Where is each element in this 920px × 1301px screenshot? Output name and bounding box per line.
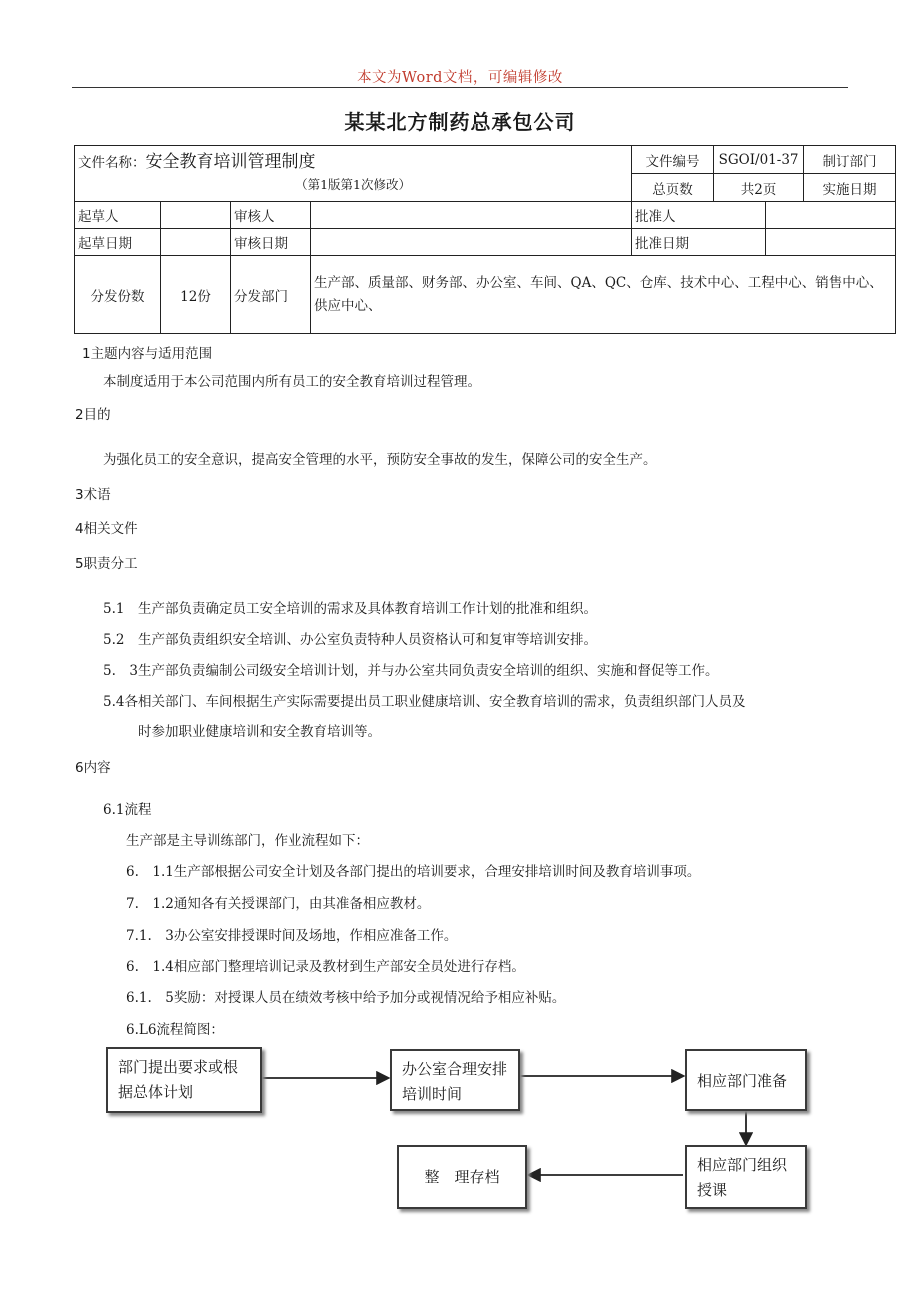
copies-label: 分发份数	[75, 256, 161, 334]
section-5-4-line1: 5.4各相关部门、车间根据生产实际需要提出员工职业健康培训、安全教育培训的需求，负责组织部门人员及	[103, 694, 746, 710]
section-3-title: 3术语	[75, 487, 111, 503]
dist-label: 分发部门	[231, 256, 311, 334]
section-6-1-6: 6.L6流程简图：	[126, 1022, 224, 1038]
section-5-1: 5.1 生产部负责确定员工安全培训的需求及具体教育培训工作计划的批准和组织。	[103, 601, 597, 617]
approver-label: 批准人	[632, 202, 766, 229]
dept-label: 制订部门	[804, 146, 896, 174]
section-6-1: 6.1流程	[103, 802, 152, 818]
section-5-4-line2: 时参加职业健康培训和安全教育培训等。	[138, 724, 381, 740]
doc-name-label: 文件名称：	[78, 155, 146, 171]
section-6-1-1: 6. 1.1生产部根据公司安全计划及各部门提出的培训要求，合理安排培训时间及教育培训事项。	[126, 864, 701, 880]
doc-no-label: 文件编号	[632, 146, 714, 174]
pages-value: 共2页	[714, 174, 804, 202]
section-4-title: 4相关文件	[75, 521, 138, 537]
copies-value: 12份	[161, 256, 231, 334]
section-2-text: 为强化员工的安全意识，提高安全管理的水平，预防安全事故的发生，保障公司的安全生产。	[103, 452, 657, 468]
drafter-label: 起草人	[75, 202, 161, 229]
draft-date-label: 起草日期	[75, 229, 161, 256]
section-1-title: 1主题内容与适用范围	[82, 346, 213, 362]
doc-name-value: 安全教育培训管理制度	[145, 152, 316, 172]
section-6-intro: 生产部是主导训练部门，作业流程如下：	[126, 833, 369, 849]
approve-date-label: 批准日期	[632, 229, 766, 256]
company-title: 某某北方制药总承包公司	[344, 110, 576, 134]
doc-no-value: SGOI/01-37	[714, 146, 804, 174]
version-note: （第1版第1次修改）	[295, 177, 411, 192]
reviewer-label: 审核人	[231, 202, 311, 229]
section-6-1-3: 7.1. 3办公室安排授课时间及场地，作相应准备工作。	[126, 928, 458, 944]
section-6-title: 6内容	[75, 760, 111, 776]
flow-step-schedule: 办公室合理安排培训时间	[390, 1049, 520, 1111]
flow-step-request: 部门提出要求或根据总体计划	[106, 1047, 262, 1113]
dist-value: 生产部、质量部、财务部、办公室、车间、QA、QC、仓库、技术中心、工程中心、销售中心、供应中心、	[311, 256, 896, 334]
flow-step-teach: 相应部门组织授课	[685, 1145, 807, 1209]
flow-step-prepare: 相应部门准备	[685, 1049, 807, 1111]
section-1-text: 本制度适用于本公司范围内所有员工的安全教育培训过程管理。	[103, 374, 481, 390]
section-5-2: 5.2 生产部负责组织安全培训、办公室负责特种人员资格认可和复审等培训安排。	[103, 632, 597, 648]
section-2-title: 2目的	[75, 407, 111, 423]
review-date-label: 审核日期	[231, 229, 311, 256]
watermark-text: 本文为Word文档，可编辑修改	[357, 70, 563, 86]
effective-label: 实施日期	[804, 174, 896, 202]
pages-label: 总页数	[632, 174, 714, 202]
section-5-3: 5. 3生产部负责编制公司级安全培训计划，并与办公室共同负责安全培训的组织、实施和督促等工作。	[103, 663, 719, 679]
section-6-1-4: 6. 1.4相应部门整理培训记录及教材到生产部安全员处进行存档。	[126, 959, 525, 975]
section-6-1-2: 7. 1.2通知各有关授课部门，由其准备相应教材。	[126, 896, 431, 912]
section-6-1-5: 6.1. 5奖励：对授课人员在绩效考核中给予加分或视情况给予相应补贴。	[126, 990, 566, 1006]
flow-step-archive: 整 理存档	[397, 1145, 527, 1209]
section-5-title: 5职责分工	[75, 556, 138, 572]
